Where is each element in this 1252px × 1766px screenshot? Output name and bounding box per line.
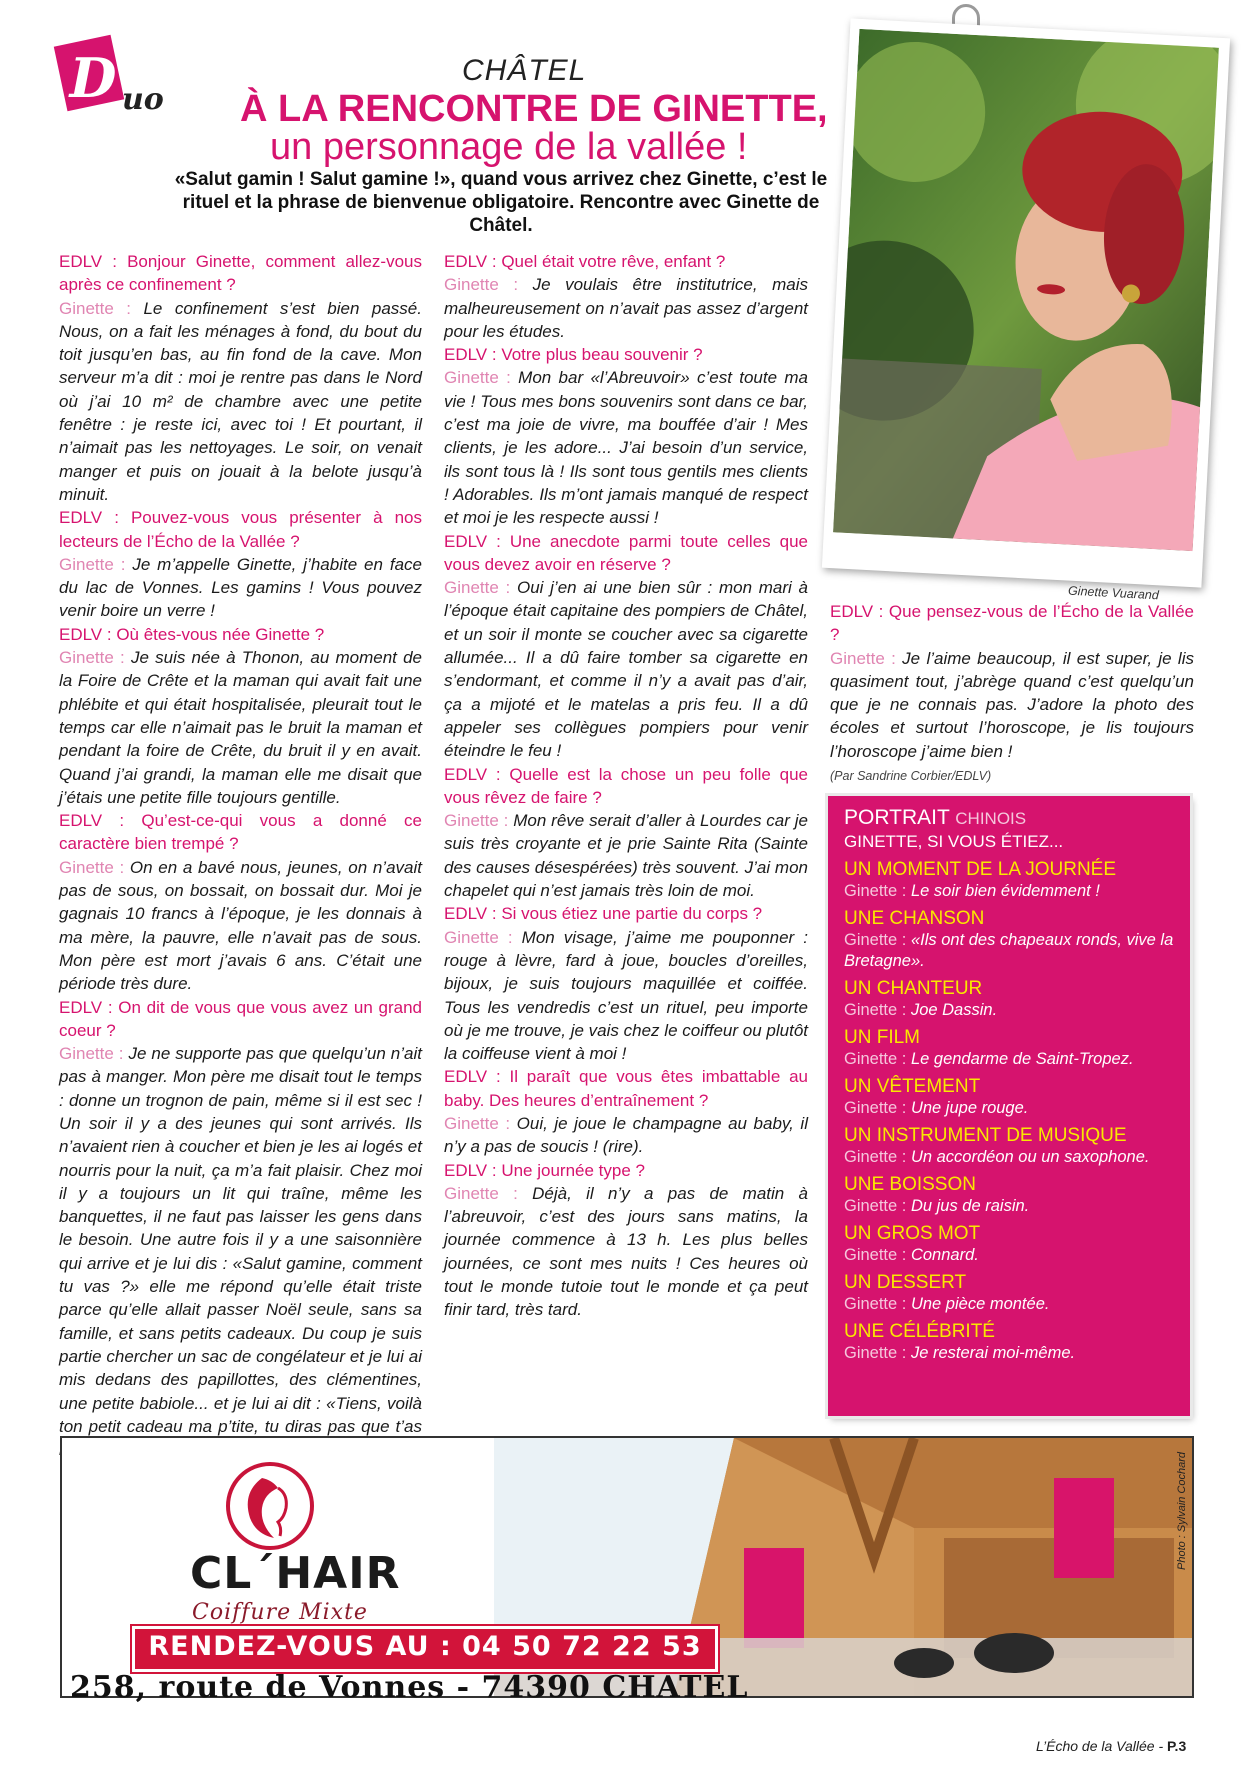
portrait-photo: [833, 29, 1219, 551]
photo-credit: Photo : Sylvain Cochard: [1176, 1451, 1188, 1570]
answer: Oui j’en ai une bien sûr : mon mari à l’époque était capitaine des pompiers de Châtel, et un soir il monte se coucher avec sa cigarette allumée... Il a dû faire tomber sa cigarette en s’endormant, et comme il n’y a avait pas d’air, ça a mijoté et le matelas a pris feu. Il a dû appeler ses collègues pompiers pour venir éteindre le feu !: [444, 578, 808, 761]
speaker-label: Ginette :: [444, 275, 533, 295]
portrait-category: UNE BOISSON: [844, 1174, 976, 1195]
answer: Déjà, il n’y a pas de matin à l’abreuvoir, c’est des jours sans matins, la journée commence à 13 h. Les plus belles journées, ce sont mes nuits ! Ces heures où tout le monde tutoie tout le monde et ça peut finir tard, très tard.: [444, 1183, 808, 1320]
speaker-label: Ginette :: [844, 931, 911, 949]
portrait-category: UNE CÉLÉBRITÉ: [844, 1321, 995, 1342]
portrait-answer-text: Une jupe rouge.: [910, 1099, 1029, 1117]
portrait-category: UN DESSERT: [844, 1272, 967, 1293]
article-column-3: [830, 600, 1194, 788]
photo-caption: Ginette Vuarand: [1067, 583, 1160, 603]
headline: À LA RENCONTRE DE GINETTE,: [240, 88, 828, 130]
portrait-answer: [844, 1245, 1174, 1266]
question: EDLV : Si vous étiez une partie du corps ?: [444, 904, 763, 924]
answer: Mon rêve serait d’aller à Lourdes car je suis très croyante et je prie Sainte Rita (Sainte des causes désespérées) très souvent. J’ai mon chapelet qui n’est jamais très loin de moi.: [444, 811, 808, 901]
portrait-answer-text: Connard.: [910, 1246, 979, 1264]
speaker-label: Ginette :: [444, 1183, 533, 1203]
page-number: P.3: [1167, 1738, 1187, 1754]
answer: Oui, je joue le champagne au baby, il n’y a pas de soucis ! (rire).: [444, 1113, 808, 1157]
question: EDLV : Il paraît que vous êtes imbattable au baby. Des heures d’entraînement ?: [444, 1067, 808, 1110]
portrait-category: UN MOMENT DE LA JOURNÉE: [844, 859, 1117, 880]
speaker-label: Ginette :: [59, 298, 144, 318]
intro-paragraph: «Salut gamin ! Salut gamine !», quand vous arrivez chez Ginette, c’est le rituel et la phrase de bienvenue obligatoire. Rencontre avec Ginette de Châtel.: [174, 169, 828, 236]
speaker-label: Ginette :: [844, 1344, 911, 1362]
question: EDLV : Où êtes-vous née Ginette ?: [59, 624, 325, 644]
question: EDLV : Pouvez-vous vous présenter à nos lecteurs de l’Écho de la Vallée ?: [59, 508, 422, 551]
portrait-chinois-box: [828, 796, 1190, 1416]
speaker-label: Ginette :: [444, 927, 522, 947]
speaker-label: Ginette :: [844, 1197, 911, 1215]
portrait-answer: [844, 1049, 1174, 1070]
article-column-1: [59, 250, 422, 1461]
page-footer: [1036, 1738, 1186, 1754]
question: EDLV : Une anecdote parmi toute celles que vous devez avoir en réserve ?: [444, 531, 808, 574]
portrait-category: UN INSTRUMENT DE MUSIQUE: [844, 1125, 1127, 1146]
portrait-list: [844, 859, 1174, 1364]
portrait-answer-text: Le gendarme de Saint-Tropez.: [910, 1050, 1134, 1068]
portrait-subtitle: GINETTE, SI VOUS ÉTIEZ...: [844, 832, 1064, 851]
question: EDLV : Bonjour Ginette, comment allez-vous après ce confinement ?: [59, 252, 422, 295]
portrait-answer-text: «Ils ont des chapeaux ronds, vive la Bretagne».: [844, 931, 1174, 970]
portrait-category: UN GROS MOT: [844, 1223, 981, 1244]
portrait-answer: [844, 1000, 1174, 1021]
speaker-label: Ginette :: [59, 648, 131, 668]
answer: Mon bar «l’Abreuvoir» c’est toute ma vie ! Tous mes bons souvenirs sont dans ce bar, c’est ma joie de vivre, ma bouffée d’air ! Mes clients, je les adore... J’ai besoin d’un service, ils sont tous là ! Ils sont tous gentils mes clients ! Adorables. Ils m’ont jamais manqué de respect et moi je les respecte aussi !: [444, 368, 808, 528]
headline-subline: un personnage de la vallée !: [270, 126, 748, 168]
duo-logo-rest: uo: [122, 82, 164, 117]
salon-brand: CL´HAIR: [190, 1548, 401, 1599]
question: EDLV : Que pensez-vous de l’Écho de la Vallée ?: [830, 602, 1194, 645]
kicker: CHÂTEL: [462, 54, 587, 87]
speaker-label: Ginette :: [444, 811, 514, 831]
speaker-label: Ginette :: [844, 1246, 911, 1264]
speaker-label: Ginette :: [844, 1295, 911, 1313]
portrait-answer: [844, 1196, 1174, 1217]
question: EDLV : Votre plus beau souvenir ?: [444, 345, 703, 365]
portrait-title-main: PORTRAIT: [844, 806, 950, 829]
portrait-category: UNE CHANSON: [844, 908, 985, 929]
salon-tagline: Coiffure Mixte: [192, 1600, 368, 1625]
question: EDLV : Quel était votre rêve, enfant ?: [444, 252, 726, 271]
salon-logo-icon: [222, 1458, 318, 1554]
portrait-title: [844, 806, 1174, 831]
duo-logo-letter: D: [69, 46, 117, 110]
portrait-answer-text: Une pièce montée.: [910, 1295, 1050, 1313]
answer: Je voulais être institutrice, mais malheureusement on n’avait pas assez d’argent pour les études.: [444, 275, 809, 341]
answer: Le confinement s’est bien passé. Nous, on a fait les ménages à fond, du bout du toit jusqu’en bas, au fin fond de la cave. Mon serveur m’a dit : moi je rentre pas dans le Nord où j’ai 10 m² de chambre avec une petite fenêtre : je reste ici, avec toi ! Et pourtant, il n’aimait pas les nettoyages. Le soir, on venait manger et puis on jouait à la belote jusqu’à minuit.: [59, 298, 422, 504]
portrait-title-small: CHINOIS: [955, 809, 1027, 828]
byline: (Par Sandrine Corbier/EDLV): [830, 769, 992, 784]
speaker-label: Ginette :: [844, 1001, 911, 1019]
speaker-label: Ginette :: [844, 882, 911, 900]
portrait-category: UN VÊTEMENT: [844, 1076, 981, 1097]
publication-name: L’Écho de la Vallée -: [1036, 1738, 1168, 1754]
portrait-answer-text: Un accordéon ou un saxophone.: [910, 1148, 1150, 1166]
portrait-answer-text: Je resterai moi-même.: [910, 1344, 1076, 1362]
question: EDLV : Qu’est-ce-qui vous a donné ce caractère bien trempé ?: [59, 811, 422, 854]
speaker-label: Ginette :: [844, 1050, 911, 1068]
answer: Je ne supporte pas que quelqu’un n’ait pas à manger. Mon père me disait tout le temps : donne un trognon de pain, même si il est sec ! Un soir il y a des jeunes qui sont arrivés. Ils n’avaient rien à coucher et bien je les ai logés et nourris pour la nuit, ça m’a fait plaisir. Chez moi il y a toujours un lit qui traîne, même les banquettes, il ne faut pas laisser les gens dans le besoin. Une autre fois il y a une saisonnière qui arrive et je lui dis : «Salut gamine, comment tu vas ?» elle me répond qu’elle était triste parce qu’elle allait passer Noël seule, sans sa famille, et sans petits cadeaux. Du coup je suis partie chercher un sac de congélateur et je lui ai mis dedans des papillottes, des clémentines, une petite babiole... et je lui ai dit : «Tiens, voilà ton petit cadeau ma p’tite, tu diras pas que t’as: [59, 1044, 422, 1436]
portrait-category: UN FILM: [844, 1027, 920, 1048]
speaker-label: Ginette :: [444, 368, 519, 388]
portrait-answer-text: Joe Dassin.: [910, 1001, 998, 1019]
portrait-answer: [844, 1147, 1174, 1168]
portrait-answer: [844, 1343, 1174, 1364]
question: EDLV : Une journée type ?: [444, 1160, 645, 1180]
speaker-label: Ginette :: [444, 1113, 517, 1133]
answer: Je m’appelle Ginette, j’habite en face du lac de Vonnes. Les gamins ! Vous pouvez venir boire un verre !: [59, 554, 422, 621]
speaker-label: Ginette :: [444, 578, 517, 598]
portrait-answer: [844, 1294, 1174, 1315]
question: EDLV : On dit de vous que vous avez un grand coeur ?: [59, 997, 422, 1040]
speaker-label: Ginette :: [844, 1148, 911, 1166]
portrait-answer-text: Le soir bien évidemment !: [910, 882, 1100, 900]
portrait-answer-text: Du jus de raisin.: [910, 1197, 1030, 1215]
answer: Mon visage, j’aime me pouponner : rouge à lèvre, fard à joue, boucles d’oreilles, bijoux, je suis toujours maquillée et coiffée. Tous les vendredis c’est un rituel, peu importe où je me trouve, je vais chez le coiffeur ou plutôt la coiffeuse vient à moi !: [444, 927, 808, 1064]
salon-address: 258, route de Vonnes - 74390 CHATEL: [70, 1670, 749, 1705]
answer: Je l’aime beaucoup, il est super, je lis quasiment tout, j’abrège quand c’est quelqu’un que je ne connais pas. J’adore la photo des écoles et surtout l’horoscope, je lis toujours l’horoscope j’aime bien !: [830, 648, 1194, 761]
portrait-category: UN CHANTEUR: [844, 978, 983, 999]
answer: On en a bavé nous, jeunes, on n’avait pas de sous, on bossait, on bossait dur. Moi je gagnais 10 francs à l’époque, je les donnais à ma mère, la pauvre, elle n’avait pas de sous. Mon père est mort j’avais 6 ans. C’était une période très dure.: [59, 857, 422, 994]
speaker-label: Ginette :: [844, 1099, 911, 1117]
answer: Je suis née à Thonon, au moment de la Foire de Crête et la maman qui avait fait une phlébite et qui était hospitalisée, pleurait tout le temps car elle n’aimait pas le bruit la maman et pendant la foire de Crête, du bruit il y en avait. Quand j’ai grandi, la maman elle me disait que j’étais une petite fille toujours gentille.: [59, 648, 422, 807]
portrait-answer: [844, 1098, 1174, 1119]
speaker-label: Ginette :: [59, 857, 130, 877]
article-column-2: [444, 250, 808, 1322]
speaker-label: Ginette :: [59, 1044, 129, 1064]
portrait-answer: [844, 930, 1174, 972]
speaker-label: Ginette :: [830, 648, 903, 668]
question: EDLV : Quelle est la chose un peu folle que vous rêvez de faire ?: [444, 764, 808, 807]
speaker-label: Ginette :: [59, 554, 133, 574]
appointment-phone: RENDEZ-VOUS AU : 04 50 72 22 53: [148, 1631, 702, 1662]
portrait-answer: [844, 881, 1174, 902]
